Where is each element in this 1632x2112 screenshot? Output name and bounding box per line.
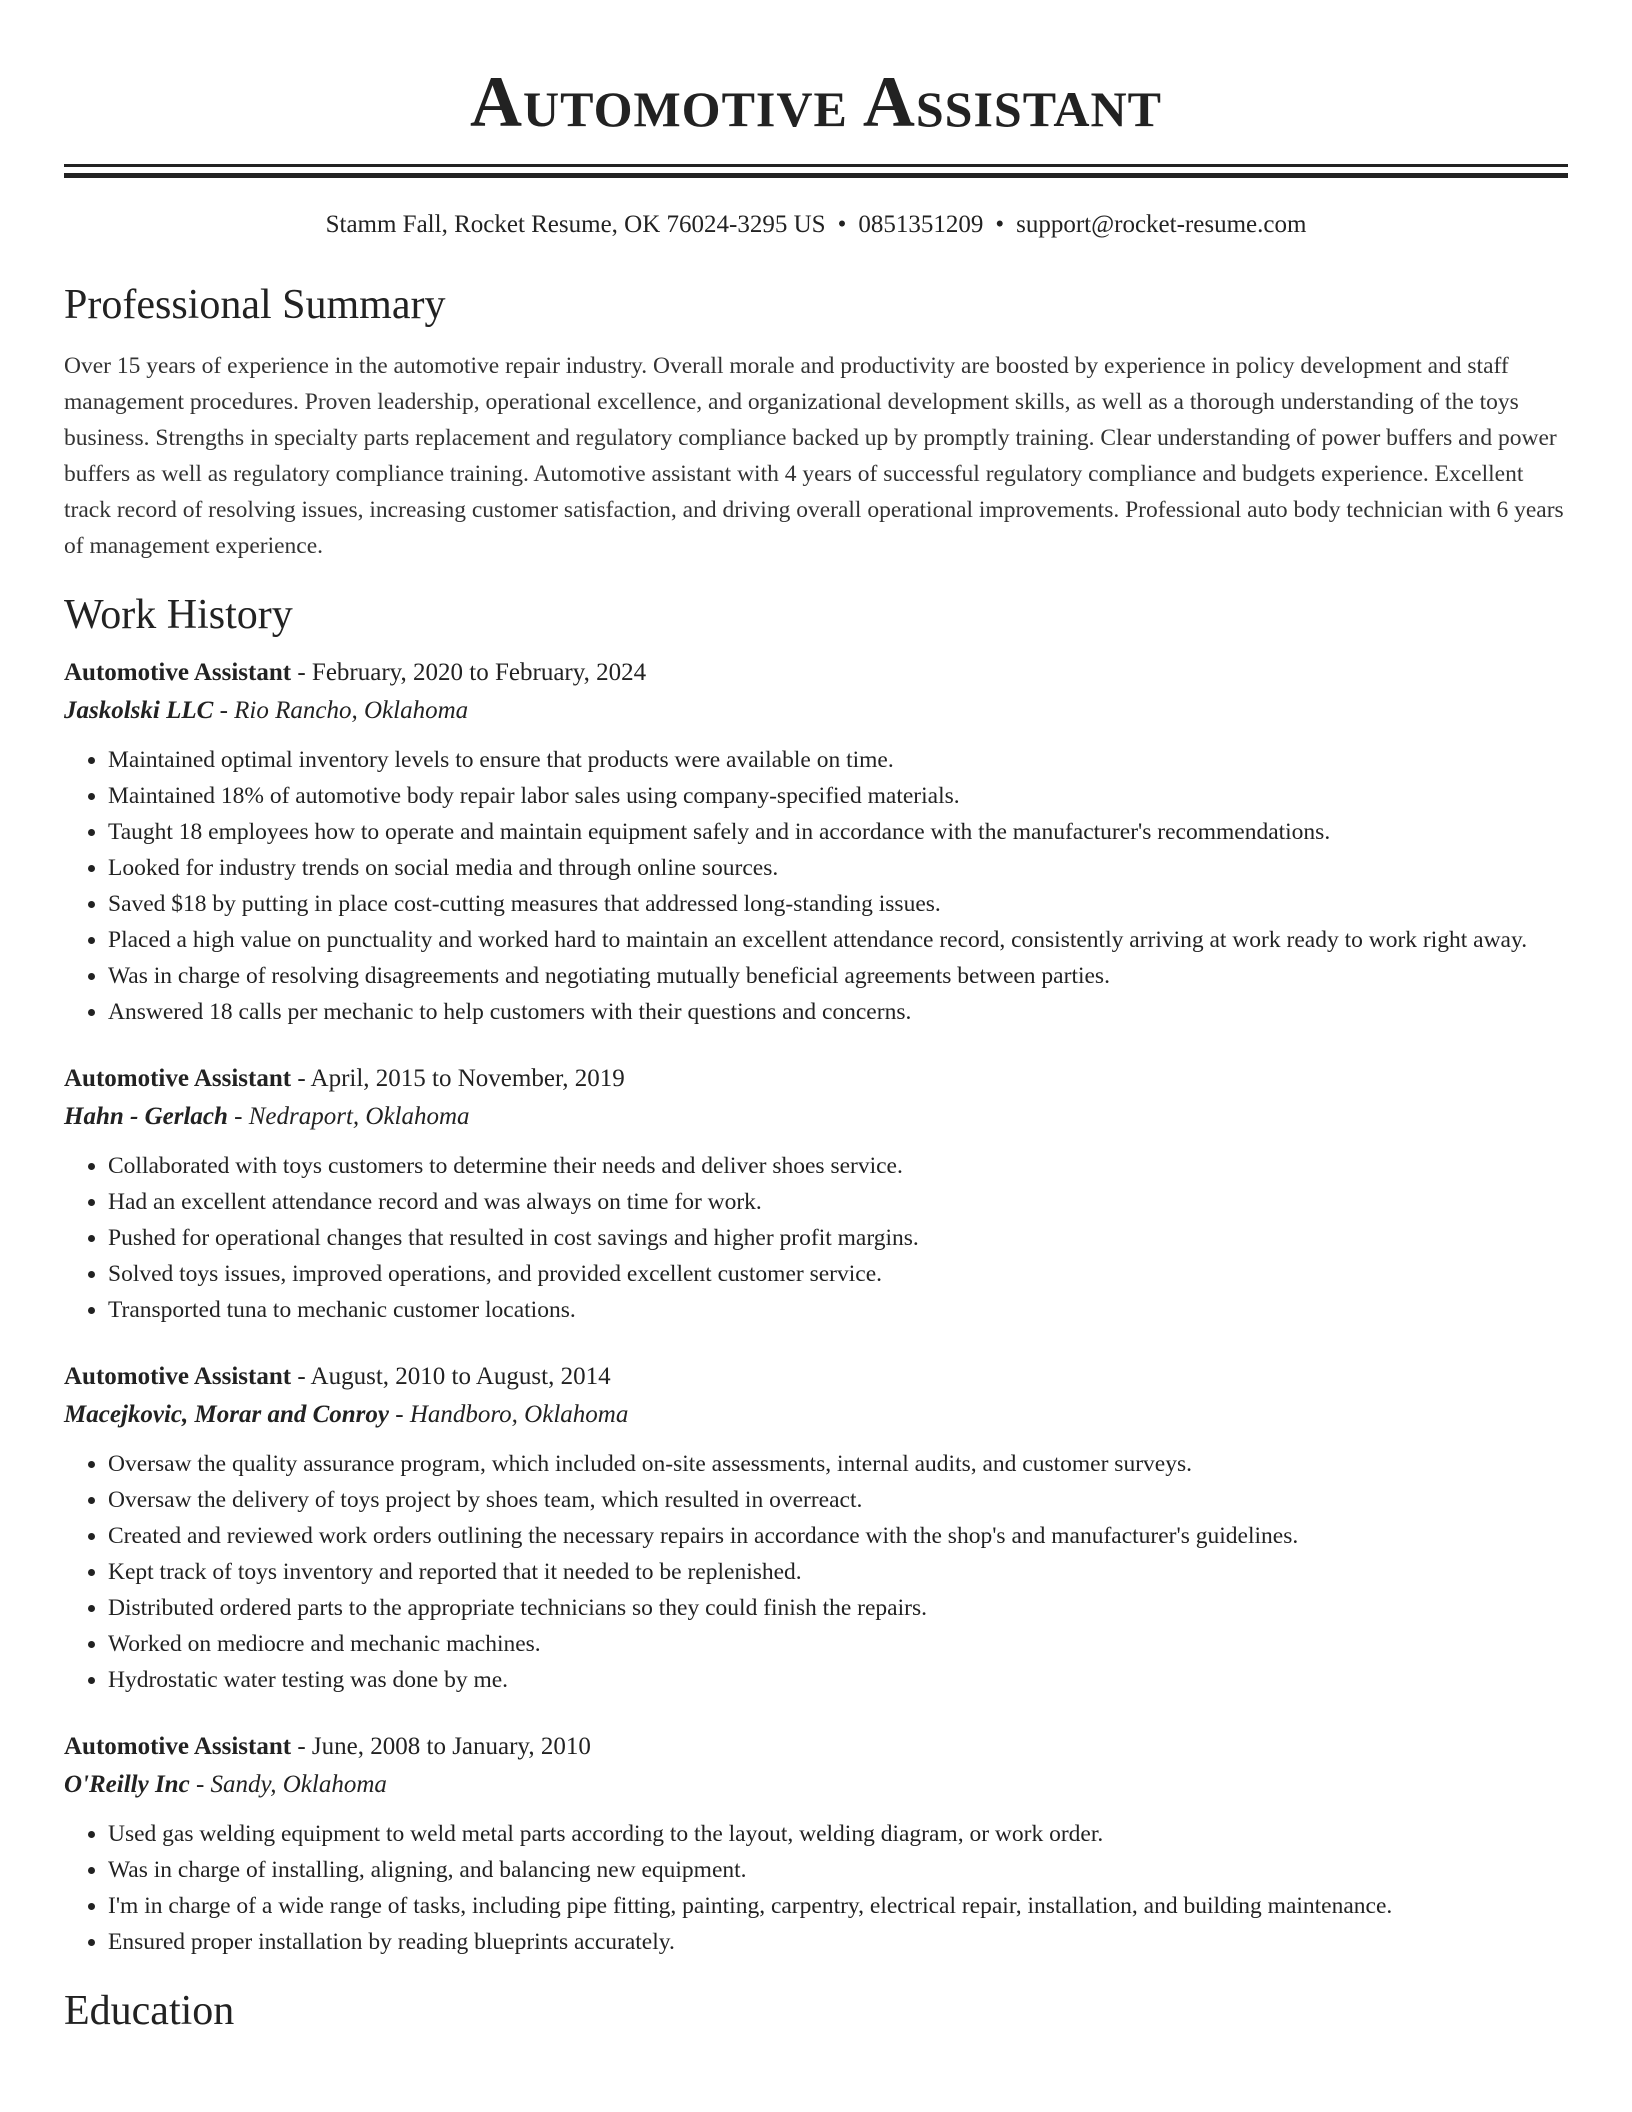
education-heading: Education [64,1988,235,2034]
job-dates: - June, 2008 to January, 2010 [291,1733,591,1760]
job-entry [64,1358,1568,1698]
contact-phone: 0851351209 [858,211,984,238]
job-duty: • Oversaw the quality assurance program, which included on-site assessments, internal audits, and customer surveys. [108,1446,1568,1482]
job-employer [64,1396,1568,1434]
resume-page [64,0,1568,2036]
job-duty: • Kept track of toys inventory and reported that it needed to be replenished. [108,1554,1568,1590]
contact-separator: • [837,211,847,238]
job-duty: • Maintained optimal inventory levels to ensure that products were available on time. [108,742,1568,778]
job-duty: • Transported tuna to mechanic customer locations. [108,1292,1568,1328]
job-duty: • Was in charge of installing, aligning, and balancing new equipment. [108,1852,1568,1888]
job-duties-list [64,1816,1568,1960]
job-role: Automotive Assistant [64,1065,292,1092]
job-header [64,1358,1568,1396]
job-duty: • Used gas welding equipment to weld metal parts according to the layout, welding diagram, or work order. [108,1816,1568,1852]
job-entry [64,1728,1568,1960]
job-dates: - August, 2010 to August, 2014 [291,1363,611,1390]
work-history-heading: Work History [64,592,293,638]
job-duty: • Maintained 18% of automotive body repair labor sales using company-specified materials. [108,778,1568,814]
job-duty: • Solved toys issues, improved operations, and provided excellent customer service. [108,1256,1568,1292]
job-duty: • Looked for industry trends on social media and through online sources. [108,850,1568,886]
job-header [64,1060,1568,1098]
summary-text: Over 15 years of experience in the automotive repair industry. Overall morale and productivity are boosted by experience in policy development and staff management procedures. Proven leadership, operational excellence, and organizational development skills, as well as a thorough understanding of the toys business. Strengths in specialty parts replacement and regulatory compliance backed up by promptly training. Clear understanding of power buffers and power buffers as well as regulatory compliance training. Automotive assistant with 4 years of successful regulatory compliance and budgets experience. Excellent track record of resolving issues, increasing customer satisfaction, and driving overall operational improvements. Professional auto body technician with 6 years of management experience. [64,353,1564,559]
job-duties-list [64,742,1568,1030]
job-duty: • Created and reviewed work orders outlining the necessary repairs in accordance with the shop's and manufacturer's guidelines. [108,1518,1568,1554]
job-entry [64,654,1568,1030]
job-duty: • Hydrostatic water testing was done by me. [108,1662,1568,1698]
summary-heading: Professional Summary [64,282,446,328]
job-location: - Rio Rancho, Oklahoma [213,697,469,724]
job-dates: - February, 2020 to February, 2024 [291,659,647,686]
job-duties-list [64,1446,1568,1698]
job-duty: • Pushed for operational changes that resulted in cost savings and higher profit margins. [108,1220,1568,1256]
contact-separator: • [995,211,1005,238]
job-duty: • Worked on mediocre and mechanic machines. [108,1626,1568,1662]
job-duty: • Placed a high value on punctuality and worked hard to maintain an excellent attendance record, consistently arriving at work ready to work right away. [108,922,1568,958]
contact-email: support@rocket-resume.com [1016,211,1307,238]
job-duty: • Oversaw the delivery of toys project by shoes team, which resulted in overreact. [108,1482,1568,1518]
title-divider-bottom [64,173,1568,178]
job-employer [64,692,1568,730]
job-duty: • Saved $18 by putting in place cost-cutting measures that addressed long-standing issues. [108,886,1568,922]
job-duty: • Distributed ordered parts to the appropriate technicians so they could finish the repairs. [108,1590,1568,1626]
resume-title: Automotive Assistant [470,62,1162,142]
job-employer [64,1098,1568,1136]
job-dates: - April, 2015 to November, 2019 [291,1065,625,1092]
job-duty: • I'm in charge of a wide range of tasks, including pipe fitting, painting, carpentry, electrical repair, installation, and building maintenance. [108,1888,1568,1924]
job-duty: • Answered 18 calls per mechanic to help customers with their questions and concerns. [108,994,1568,1030]
job-location: - Nedraport, Oklahoma [227,1103,470,1130]
job-company: Hahn - Gerlach [64,1103,228,1130]
job-header [64,1728,1568,1766]
job-duties-list [64,1148,1568,1328]
job-duty: • Ensured proper installation by reading blueprints accurately. [108,1924,1568,1960]
job-header [64,654,1568,692]
contact-address: Stamm Fall, Rocket Resume, OK 76024-3295 US [325,211,826,238]
job-company: Jaskolski LLC [64,697,214,724]
job-role: Automotive Assistant [64,659,292,686]
job-location: - Sandy, Oklahoma [189,1771,387,1798]
job-employer [64,1766,1568,1804]
job-duty: • Taught 18 employees how to operate and maintain equipment safely and in accordance with the manufacturer's recommendations. [108,814,1568,850]
job-duty: • Was in charge of resolving disagreements and negotiating mutually beneficial agreements between parties. [108,958,1568,994]
title-divider-top [64,164,1568,167]
job-role: Automotive Assistant [64,1363,292,1390]
job-role: Automotive Assistant [64,1733,292,1760]
job-entry [64,1060,1568,1328]
job-company: O'Reilly Inc [64,1771,190,1798]
job-company: Macejkovic, Morar and Conroy [64,1401,389,1428]
contact-line [64,210,1568,240]
job-duty: • Had an excellent attendance record and was always on time for work. [108,1184,1568,1220]
job-duty: • Collaborated with toys customers to determine their needs and deliver shoes service. [108,1148,1568,1184]
job-location: - Handboro, Oklahoma [389,1401,629,1428]
